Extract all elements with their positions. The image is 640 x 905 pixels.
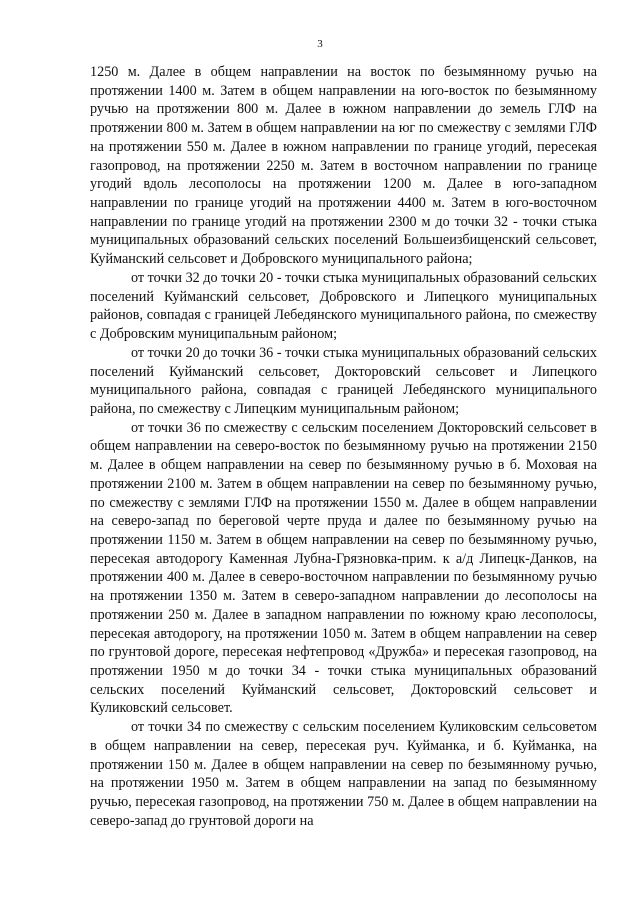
document-body bbox=[90, 63, 597, 830]
page-number: 3 bbox=[317, 38, 323, 50]
paragraph-boundary-continuation: 1250 м. Далее в общем направлении на восток по безымянному ручью на протяжении 1400 м. Затем в общем направлении на юго-восток по безымянному ручью на протяжении 800 м. Далее в южном направлении до земель ГЛФ на протяжении 800 м. Затем в общем направлении на юг по смежеству с землями ГЛФ на протяжении 550 м. Далее в южном направлении по границе угодий, пересекая газопровод, на протяжении 2250 м. Затем в восточном направлении по границе угодий вдоль лесополосы на протяжении 1200 м. Далее в юго-западном направлении по границе угодий на протяжении 4400 м. Затем в юго-восточном направлении по границе угодий на протяжении 2300 м до точки 32 - точки стыка муниципальных образований сельских поселений Большеизбищенский сельсовет, Куйманский сельсовет и Добровского муниципального района; bbox=[90, 64, 597, 268]
paragraph-point-20-to-36: от точки 20 до точки 36 - точки стыка муниципальных образований сельских поселений Куйманский сельсовет, Докторовский сельсовет и Липецкого муниципального района, совпадая с границей Лебедянского муниципального района, по смежеству с Липецким муниципальным районом; bbox=[90, 344, 597, 417]
paragraph-point-32-to-20: от точки 32 до точки 20 - точки стыка муниципальных образований сельских поселений Куйманский сельсовет, Добровского и Липецкого муниципальных районов, совпадая с границей Лебедянского муниципального района, по смежеству с Добровским муниципальным районом; bbox=[90, 269, 597, 343]
paragraph-point-36-to-34: от точки 36 по смежеству с сельским поселением Докторовский сельсовет в общем направлении на северо-восток по безымянному ручью на протяжении 2150 м. Далее в общем направлении на север по безымянному ручью в б. Моховая на протяжении 2100 м. Затем в общем направлении на север по безымянному ручью, по смежеству с землями ГЛФ на протяжении 1550 м. Далее в общем направлении на северо-запад по береговой черте пруда и далее по безымянному ручью на протяжении 1150 м. Затем в общем направлении на север по безымянному ручью, пересекая автодорогу Каменная Лубна-Грязновка-прим. к а/д Липецк-Данков, на протяжении 400 м. Далее в северо-восточном направлении по безымянному ручью на протяжении 1350 м. Затем в северо-западном направлении до лесополосы на протяжении 250 м. Далее в западном направлении по южному краю лесополосы, пересекая автодорогу, на протяжении 1050 м. Затем в общем направлении на север по грунтовой дороге, пересекая нефтепровод «Дружба» и пересекая газопровод, на протяжении 1950 м до точки 34 - точки стыка муниципальных образований сельских поселений Куйманский сельсовет, Докторовский сельсовет и Куликовский сельсовет. bbox=[90, 419, 597, 717]
paragraph-point-34-onward: от точки 34 по смежеству с сельским поселением Куликовским сельсоветом в общем направлении на север, пересекая руч. Куйманка, и б. Куйманка, на протяжении 150 м. Далее в общем направлении на север по безымянному ручью, на протяжении 1950 м. Затем в общем направлении на запад по безымянному ручью, пересекая газопровод, на протяжении 750 м. Далее в общем направлении на северо-запад до грунтовой дороги на bbox=[90, 719, 597, 829]
